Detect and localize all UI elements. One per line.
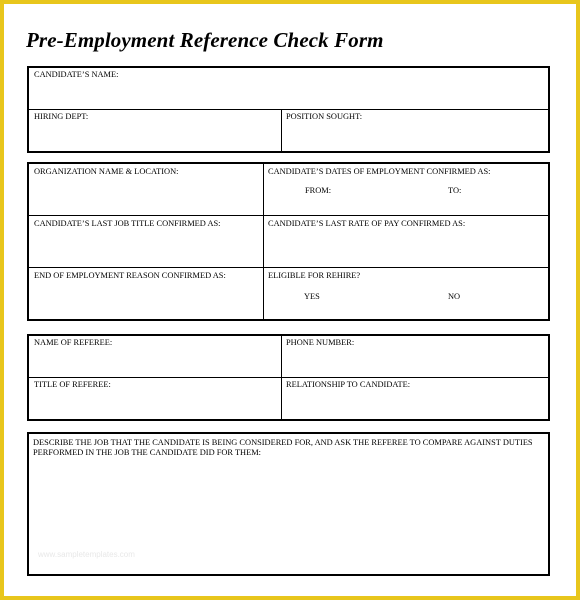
position-sought-field[interactable] [282, 110, 548, 151]
eligible-rehire-label: ELIGIBLE FOR REHIRE? [268, 271, 361, 280]
phone-number-field[interactable] [282, 336, 548, 377]
referee-name-label: NAME OF REFEREE: [34, 338, 113, 347]
last-job-title-field[interactable] [29, 216, 263, 267]
relationship-field[interactable] [282, 378, 548, 419]
form-title: Pre-Employment Reference Check Form [26, 28, 384, 52]
from-label: FROM: [305, 186, 332, 195]
candidate-name-label: CANDIDATE’S NAME: [34, 70, 119, 79]
hiring-dept-field[interactable] [29, 110, 281, 151]
position-sought-label: POSITION SOUGHT: [286, 112, 363, 121]
rehire-no-option[interactable]: NO [448, 292, 461, 301]
candidate-name-field[interactable] [29, 68, 548, 109]
relationship-label: RELATIONSHIP TO CANDIDATE: [286, 380, 411, 389]
end-reason-field[interactable] [29, 268, 263, 319]
rehire-yes-option[interactable]: YES [304, 292, 320, 301]
from-date-field[interactable] [331, 182, 441, 198]
candidate-info-section [27, 66, 550, 153]
referee-title-label: TITLE OF REFEREE: [34, 380, 111, 389]
organization-field[interactable] [29, 164, 263, 215]
end-reason-label: END OF EMPLOYMENT REASON CONFIRMED AS: [34, 271, 226, 280]
to-label: TO: [448, 186, 462, 195]
referee-info-section [27, 334, 550, 421]
hiring-dept-label: HIRING DEPT: [34, 112, 89, 121]
referee-name-field[interactable] [29, 336, 281, 377]
dates-confirmed-label: CANDIDATE’S DATES OF EMPLOYMENT CONFIRMED AS: [268, 167, 491, 176]
referee-title-field[interactable] [29, 378, 281, 419]
employment-verification-section [27, 162, 550, 321]
last-job-title-label: CANDIDATE’S LAST JOB TITLE CONFIRMED AS: [34, 219, 221, 228]
last-rate-of-pay-label: CANDIDATE’S LAST RATE OF PAY CONFIRMED AS: [268, 219, 466, 228]
last-rate-of-pay-field[interactable] [264, 216, 548, 267]
to-date-field[interactable] [465, 182, 545, 198]
job-comparison-instructions: DESCRIBE THE JOB THAT THE CANDIDATE IS BEING CONSIDERED FOR, AND ASK THE REFEREE TO COMPARE AGAINST DUTIES PERFORMED IN THE JOB THE CANDIDATE DID FOR THEM: [33, 438, 533, 457]
organization-label: ORGANIZATION NAME & LOCATION: [34, 167, 179, 176]
phone-number-label: PHONE NUMBER: [286, 338, 355, 347]
watermark: www.sampletemplates.com [38, 550, 135, 559]
